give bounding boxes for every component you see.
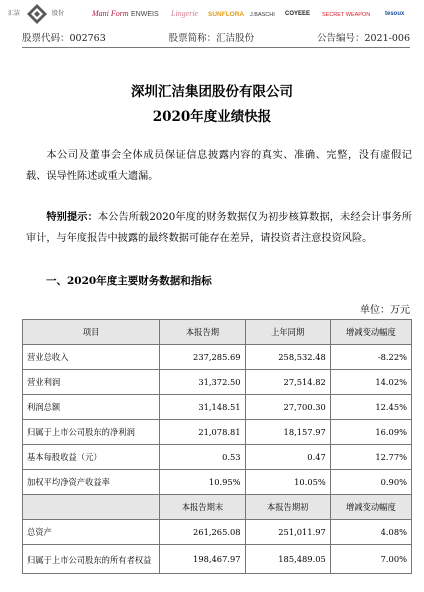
special-notice: [26, 207, 412, 249]
brand-strip: [0, 0, 424, 28]
value-cell: 0.53: [160, 445, 245, 470]
table-row: [23, 520, 412, 545]
value-cell: 27,514.82: [245, 370, 330, 395]
value-cell: 4.08%: [330, 520, 411, 545]
value-cell: 18,157.97: [245, 420, 330, 445]
financial-table: [22, 319, 412, 574]
row-label-cell: 总资产: [23, 520, 160, 545]
value-cell: 14.02%: [330, 370, 411, 395]
value-cell: 21,078.81: [160, 420, 245, 445]
brand-coyeee: COYEEE: [285, 11, 311, 17]
table-header-cell: 本报告期初: [245, 495, 330, 520]
table-header-cell: 上年同期: [245, 320, 330, 345]
table-header-cell: 增减变动幅度: [330, 495, 411, 520]
table-header-cell: [23, 495, 160, 520]
value-cell: 237,285.69: [160, 345, 245, 370]
table-header-cell: 本报告期: [160, 320, 245, 345]
brand-lingerie: Lingerie: [171, 9, 199, 18]
table-row: [23, 420, 412, 445]
value-cell: 251,011.97: [245, 520, 330, 545]
value-cell: 258,532.48: [245, 345, 330, 370]
unit-label: 单位：万元: [360, 305, 410, 316]
section-heading: 一、2020年度主要财务数据和指标: [46, 275, 212, 287]
value-cell: 7.00%: [330, 545, 411, 574]
value-cell: 12.45%: [330, 395, 411, 420]
document-header: [22, 30, 410, 44]
value-cell: -8.22%: [330, 345, 411, 370]
table-header-cell: 项目: [23, 320, 160, 345]
brand-tesoux: tesoux: [385, 11, 405, 17]
table-row: [23, 345, 412, 370]
stock-code: 股票代码：002763: [22, 33, 106, 44]
notice-label: 特别提示：: [46, 211, 98, 223]
row-label-cell: 加权平均净资产收益率: [23, 470, 160, 495]
logo-text-right: 股份: [52, 10, 65, 17]
board-statement: 本公司及董事会全体成员保证信息披露内容的真实、准确、完整，没有虚假记载、误导性陈述或重大遗漏。: [26, 150, 412, 182]
value-cell: 0.90%: [330, 470, 411, 495]
brand-secret-weapon: SECRET WEAPON: [322, 12, 371, 18]
value-cell: 16.09%: [330, 420, 411, 445]
logo-text-left: 汇洁: [8, 10, 21, 17]
brand-sunflora: SUNFLORA: [208, 11, 245, 18]
value-cell: 198,467.97: [160, 545, 245, 574]
announcement-number: 公告编号：2021-006: [316, 33, 410, 44]
value-cell: 0.47: [245, 445, 330, 470]
table-row: [23, 545, 412, 574]
company-title: 深圳汇洁集团股份有限公司: [131, 84, 293, 100]
value-cell: 185,489.05: [245, 545, 330, 574]
row-label-cell: 归属于上市公司股东的净利润: [23, 420, 160, 445]
table-header-cell: 增减变动幅度: [330, 320, 411, 345]
notice-text: 本公告所载2020年度的财务数据仅为初步核算数据，未经会计事务所审计，与年度报告中披露的最终数据可能存在差异，请投资者注意投资风险。: [26, 212, 412, 244]
table-header-row: [23, 495, 412, 520]
table-row: [23, 395, 412, 420]
table-row: [23, 445, 412, 470]
table-header-row: [23, 320, 412, 345]
row-label-cell: 利润总额: [23, 395, 160, 420]
brand-jbaschi: J.BASCHI: [250, 12, 275, 18]
value-cell: 31,148.51: [160, 395, 245, 420]
brand-mani-form: Mani Form: [92, 9, 129, 18]
report-title: 2020年度业绩快报: [152, 109, 272, 125]
table-row: [23, 470, 412, 495]
row-label-cell: [23, 545, 160, 574]
row-label-cell: 基本每股收益（元）: [23, 445, 160, 470]
value-cell: 10.05%: [245, 470, 330, 495]
brand-enweis: ENWEIS: [131, 11, 159, 18]
table-header-cell: 本报告期末: [160, 495, 245, 520]
row-label-text: 归属于上市公司股东的所有者权益: [27, 555, 152, 565]
value-cell: 10.95%: [160, 470, 245, 495]
row-label-cell: 营业总收入: [23, 345, 160, 370]
company-logo-icon: [26, 3, 48, 25]
table-row: [23, 370, 412, 395]
value-cell: 261,265.08: [160, 520, 245, 545]
row-label-cell: 营业利润: [23, 370, 160, 395]
value-cell: 31,372.50: [160, 370, 245, 395]
value-cell: 12.77%: [330, 445, 411, 470]
value-cell: 27,700.30: [245, 395, 330, 420]
header-divider: [22, 47, 410, 48]
stock-name: 股票简称：汇洁股份: [168, 33, 255, 44]
